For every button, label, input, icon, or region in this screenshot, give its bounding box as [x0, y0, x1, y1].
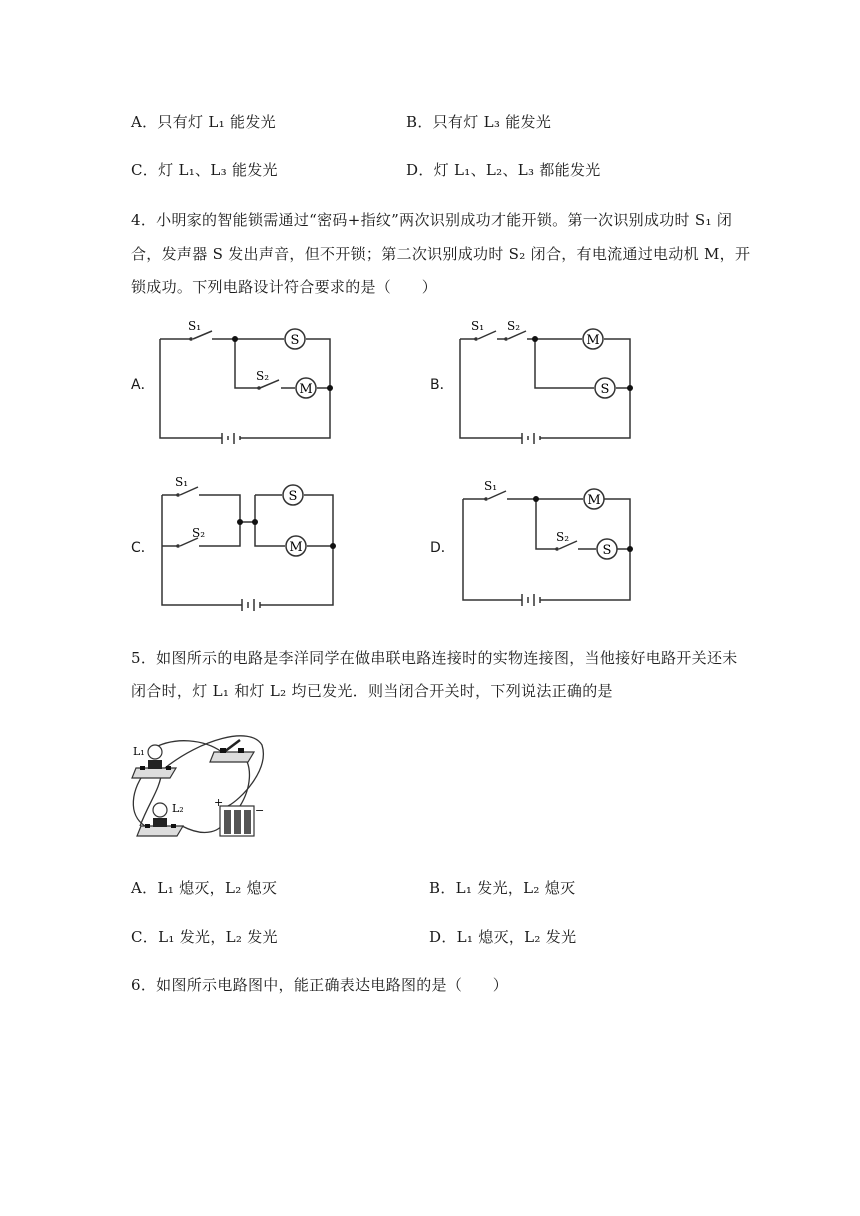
q5-option-c: C．L₁ 发光，L₂ 发光	[131, 928, 278, 946]
q5-stem-line2: 闭合时，灯 L₁ 和灯 L₂ 均已发光．则当闭合开关时，下列说法正确的是	[131, 682, 613, 700]
q4-stem-line2: 合，发声器 S 发出声音，但不开锁；第二次识别成功时 S₂ 闭合，有电流通过电动机 M，开	[131, 245, 751, 263]
s2-label: S₂	[192, 526, 206, 540]
q3-option-c: C．灯 L₁、L₃ 能发光	[131, 161, 278, 179]
s1-label: S₁	[175, 475, 189, 489]
q4-option-a-label: A．	[131, 377, 155, 393]
q5-option-d: D．L₁ 熄灭，L₂ 发光	[429, 928, 577, 946]
q5-option-a: A．L₁ 熄灭，L₂ 熄灭	[131, 879, 278, 897]
q4-stem-line3: 锁成功。下列电路设计符合要求的是（ ）	[131, 278, 438, 296]
s1-label: S₁	[484, 479, 498, 493]
sounder-label: S	[290, 333, 300, 348]
switch-lever	[224, 740, 240, 752]
q3-option-b: B．只有灯 L₃ 能发光	[406, 113, 552, 131]
motor-label: M	[299, 382, 313, 397]
motor-label: M	[289, 540, 303, 555]
q4-option-b-label: B．	[430, 377, 454, 393]
q5-option-b: B．L₁ 发光，L₂ 熄灭	[429, 879, 576, 897]
motor-label: M	[586, 333, 600, 348]
q4-option-d-label: D．	[430, 540, 455, 556]
s2-label: S₂	[507, 319, 521, 333]
battery-minus-label: −	[255, 804, 265, 817]
l1-bulb	[148, 745, 162, 759]
motor-label: M	[587, 493, 601, 508]
l1-label: L₁	[133, 745, 145, 758]
sounder-label: S	[288, 489, 298, 504]
l2-label: L₂	[172, 802, 184, 815]
q4-option-c-label: C．	[131, 540, 155, 556]
s1-label: S₁	[471, 319, 485, 333]
sounder-label: S	[602, 543, 612, 558]
q3-option-a: A．只有灯 L₁ 能发光	[131, 113, 276, 131]
l2-lamp-socket	[153, 818, 167, 827]
battery-plus-label: +	[214, 796, 224, 809]
l2-lamp-base	[137, 826, 183, 836]
switch-base	[210, 752, 254, 762]
q6-stem-line1: 6．如图所示电路图中，能正确表达电路图的是（ ）	[131, 976, 509, 994]
q3-option-d: D．灯 L₁、L₂、L₃ 都能发光	[406, 161, 601, 179]
s2-label: S₂	[556, 530, 570, 544]
l1-lamp-socket	[148, 760, 162, 769]
q4-stem-line1: 4．小明家的智能锁需通过“密码+指纹”两次识别成功才能开锁。第一次识别成功时 S₁ 闭	[131, 211, 733, 229]
q5-stem-line1: 5．如图所示的电路是李洋同学在做串联电路连接时的实物连接图，当他接好电路开关还未	[131, 649, 738, 667]
sounder-label: S	[600, 382, 610, 397]
l2-bulb	[153, 803, 167, 817]
s1-label: S₁	[188, 319, 202, 333]
s2-label: S₂	[256, 369, 270, 383]
